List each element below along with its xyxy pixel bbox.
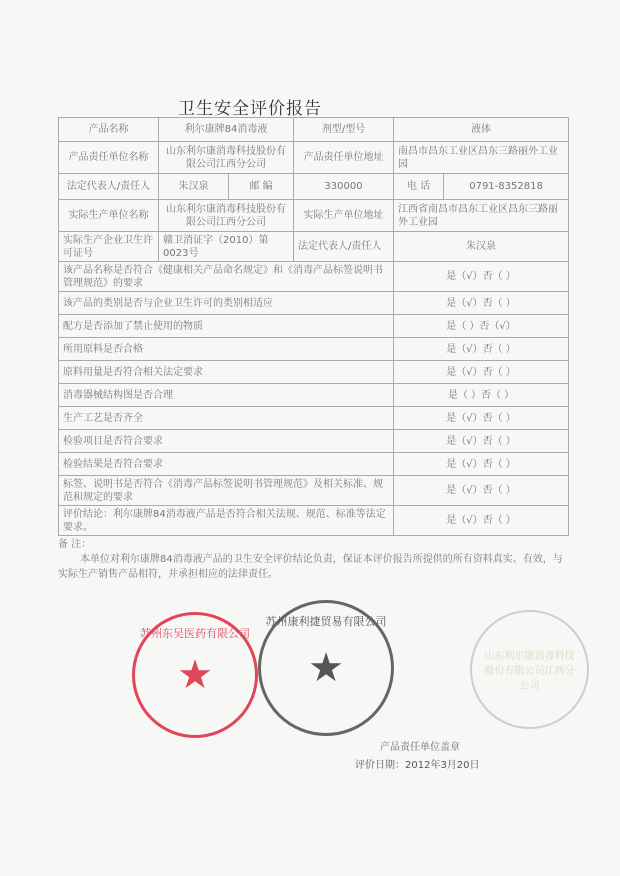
stamp-label: 产品责任单位盖章 bbox=[380, 742, 460, 753]
check-question: 配方是否添加了禁止使用的物质 bbox=[59, 315, 394, 338]
check-answer: 是（ ）否（√） bbox=[394, 315, 569, 338]
statement: 本单位对利尔康牌84消毒液产品的卫生安全评价结论负责，保证本评价报告所提供的所有资料真实、有效，与实际生产销售产品相符，并承担相应的法律责任。 bbox=[58, 554, 563, 580]
value-cell: 朱汉泉 bbox=[159, 174, 229, 200]
check-question: 消毒器械结构图是否合理 bbox=[59, 384, 394, 407]
check-answer: 是（√）否（ ） bbox=[394, 338, 569, 361]
label-cell: 实际生产单位名称 bbox=[59, 200, 159, 232]
value-cell: 利尔康牌84消毒液 bbox=[159, 118, 294, 142]
evaluation-table bbox=[58, 117, 569, 536]
label-cell: 法定代表人/责任人 bbox=[294, 232, 394, 262]
label-cell: 邮 编 bbox=[229, 174, 294, 200]
label-cell: 产品名称 bbox=[59, 118, 159, 142]
label-cell: 产品责任单位地址 bbox=[294, 142, 394, 174]
note-label: 备 注： bbox=[58, 539, 92, 550]
check-row bbox=[59, 361, 569, 384]
check-question: 生产工艺是否齐全 bbox=[59, 407, 394, 430]
check-question: 所用原料是否合格 bbox=[59, 338, 394, 361]
table-row bbox=[59, 142, 569, 174]
value-cell: 山东利尔康消毒科技股份有限公司江西分公司 bbox=[159, 142, 294, 174]
label-cell: 剂型/型号 bbox=[294, 118, 394, 142]
value-cell: 朱汉泉 bbox=[394, 232, 569, 262]
label-cell: 实际生产企业卫生许可证号 bbox=[59, 232, 159, 262]
label-cell: 电 话 bbox=[394, 174, 444, 200]
evaluation-date: 评价日期：2012年3月20日 bbox=[355, 760, 480, 771]
star-icon: ★ bbox=[177, 652, 213, 698]
check-row bbox=[59, 476, 569, 506]
check-answer: 是（ ）否（ ） bbox=[394, 384, 569, 407]
check-row bbox=[59, 453, 569, 476]
seal-text: 苏州康利捷贸易有限公司 bbox=[265, 615, 387, 628]
table-row bbox=[59, 174, 569, 200]
check-answer: 是（√）否（ ） bbox=[394, 453, 569, 476]
seal-text: 山东利尔康消毒科技股份有限公司江西分公司 bbox=[484, 651, 575, 692]
faint-seal bbox=[470, 610, 589, 729]
check-row bbox=[59, 407, 569, 430]
value-cell: 液体 bbox=[394, 118, 569, 142]
check-question: 标签、说明书是否符合《消毒产品标签说明书管理规范》及相关标准、规范和规定的要求 bbox=[59, 476, 394, 506]
check-row bbox=[59, 315, 569, 338]
check-answer: 是（√）否（ ） bbox=[394, 506, 569, 536]
check-answer: 是（√）否（ ） bbox=[394, 262, 569, 292]
red-seal bbox=[132, 612, 258, 738]
check-question: 该产品的类别是否与企业卫生许可的类别相适应 bbox=[59, 292, 394, 315]
check-answer: 是（√）否（ ） bbox=[394, 476, 569, 506]
check-question: 评价结论：利尔康牌84消毒液产品是否符合相关法规、规范、标准等法定要求。 bbox=[59, 506, 394, 536]
gray-seal bbox=[258, 600, 394, 736]
label-cell: 产品责任单位名称 bbox=[59, 142, 159, 174]
check-question: 原料用量是否符合相关法定要求 bbox=[59, 361, 394, 384]
check-question: 该产品名称是否符合《健康相关产品命名规定》和《消毒产品标签说明书管理规范》的要求 bbox=[59, 262, 394, 292]
check-answer: 是（√）否（ ） bbox=[394, 407, 569, 430]
table-row bbox=[59, 232, 569, 262]
check-row bbox=[59, 384, 569, 407]
star-icon: ★ bbox=[308, 645, 344, 691]
check-answer: 是（√）否（ ） bbox=[394, 361, 569, 384]
check-answer: 是（√）否（ ） bbox=[394, 292, 569, 315]
check-row bbox=[59, 292, 569, 315]
value-cell: 赣卫消证字（2010）第0023号 bbox=[159, 232, 294, 262]
seal-text: 苏州东吴医药有限公司 bbox=[140, 627, 250, 640]
report-body bbox=[58, 117, 568, 582]
value-cell: 330000 bbox=[294, 174, 394, 200]
label-cell: 实际生产单位地址 bbox=[294, 200, 394, 232]
table-row bbox=[59, 118, 569, 142]
report-title: 卫生安全评价报告 bbox=[178, 99, 322, 119]
label-cell: 法定代表人/责任人 bbox=[59, 174, 159, 200]
check-row bbox=[59, 338, 569, 361]
value-cell: 0791-8352818 bbox=[444, 174, 569, 200]
check-answer: 是（√）否（ ） bbox=[394, 430, 569, 453]
check-row bbox=[59, 262, 569, 292]
check-question: 检验项目是否符合要求 bbox=[59, 430, 394, 453]
table-row bbox=[59, 200, 569, 232]
check-question: 检验结果是否符合要求 bbox=[59, 453, 394, 476]
value-cell: 南昌市昌东工业区昌东三路丽外工业园 bbox=[394, 142, 569, 174]
value-cell: 山东利尔康消毒科技股份有限公司江西分公司 bbox=[159, 200, 294, 232]
check-row bbox=[59, 506, 569, 536]
check-row bbox=[59, 430, 569, 453]
value-cell: 江西省南昌市昌东工业区昌东三路丽外工业园 bbox=[394, 200, 569, 232]
